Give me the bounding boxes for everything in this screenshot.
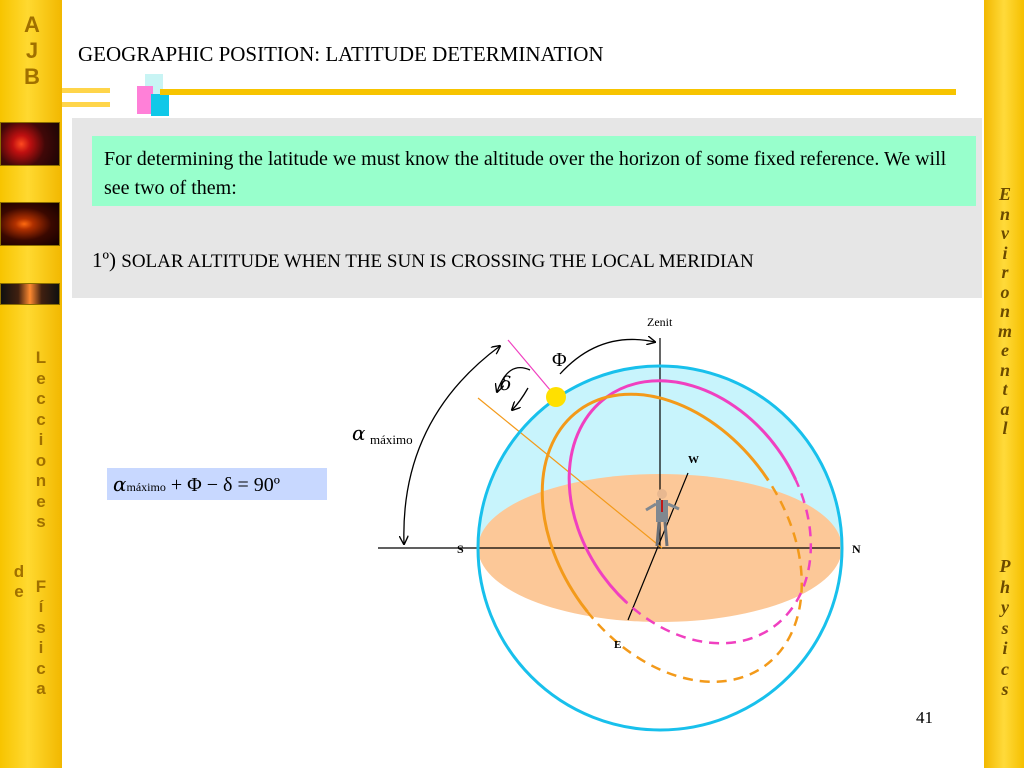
letter: n	[999, 301, 1010, 321]
letter: e	[14, 582, 24, 601]
north-label: N	[852, 542, 861, 556]
letter: a	[36, 679, 46, 698]
letter: i	[38, 638, 44, 657]
sun-icon	[546, 387, 566, 407]
west-label: W	[688, 454, 699, 466]
letter: í	[38, 597, 44, 616]
letter: E	[998, 184, 1011, 204]
letter: e	[36, 368, 46, 388]
letter: L	[35, 348, 47, 367]
letter: v	[1001, 223, 1009, 243]
letter: e	[1001, 340, 1009, 360]
letter: e	[36, 491, 46, 511]
zenit-label: Zenit	[647, 315, 673, 329]
intro-text-box: For determining the latitude we must know the altitude over the horizon of some fixed reference. We will see two of them:	[92, 136, 976, 206]
delta-arc-end	[512, 388, 528, 410]
letter: o	[1000, 281, 1010, 302]
alpha-label: α	[352, 421, 366, 445]
letter: i	[1002, 638, 1008, 658]
brand-letter: B	[24, 64, 40, 89]
brand-letter: J	[25, 38, 39, 63]
phi-label: Φ	[552, 349, 567, 371]
letter: c	[1001, 658, 1009, 679]
south-label: S	[457, 542, 464, 556]
letter: F	[35, 576, 47, 596]
letter: n	[35, 471, 47, 490]
letter: n	[999, 203, 1010, 224]
letter: s	[1001, 617, 1009, 638]
equation-alpha: α	[113, 472, 127, 496]
letter: i	[38, 430, 44, 449]
letter: s	[36, 617, 46, 637]
letter: i	[1002, 242, 1008, 263]
letter: y	[1001, 597, 1009, 617]
letter: s	[1001, 679, 1009, 699]
letter: s	[36, 512, 46, 531]
letter: l	[1002, 418, 1008, 438]
brand-letter: A	[24, 12, 40, 37]
east-label: E	[614, 639, 622, 651]
method-title: SOLAR ALTITUDE WHEN THE SUN IS CROSSING THE LOCAL MERIDIAN	[121, 251, 754, 272]
alpha-subscript-label: máximo	[370, 432, 413, 447]
equation-alpha-subscript: máximo	[126, 480, 166, 494]
equation-rest: + Φ − δ = 90º	[165, 474, 280, 496]
letter: c	[36, 409, 46, 429]
letter: c	[36, 658, 46, 678]
slide-title: GEOGRAPHIC POSITION: LATITUDE DETERMINATION	[78, 42, 604, 66]
letter: c	[36, 389, 46, 408]
delta-label: δ	[500, 373, 512, 395]
letter: m	[997, 320, 1012, 341]
letter: P	[999, 556, 1011, 576]
letter: h	[999, 576, 1010, 597]
letter: t	[1002, 379, 1008, 399]
method-number: 1º)	[92, 248, 117, 272]
letter: o	[35, 450, 47, 470]
letter: d	[13, 562, 25, 581]
letter: a	[1000, 398, 1010, 419]
page-number: 41	[916, 708, 933, 727]
letter: r	[1001, 262, 1009, 282]
letter: n	[999, 359, 1010, 380]
